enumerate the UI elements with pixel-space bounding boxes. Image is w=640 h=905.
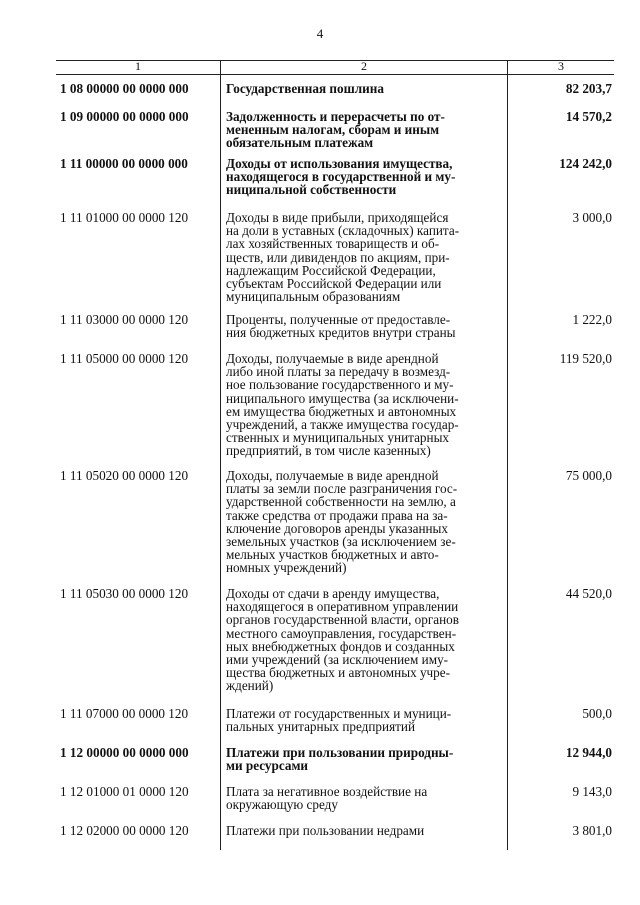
row-name: Государственная пошлина (226, 81, 384, 96)
column-divider-1 (220, 60, 221, 850)
column-header-3: 3 (558, 59, 564, 73)
row-name: Доходы, получаемые в виде арендной либо иной платы за передачу в возмезд- ное пользование государственного и му- ниципального имущества (за исключени- ем имущества бюджетных и автономных учреждений, а также имущества государ- ственных и муниципальных унитарных предприятий, в том числе казенных) (226, 351, 459, 459)
row-name: Плата за негативное воздействие на окружающую среду (226, 784, 428, 813)
row-code: 1 11 07000 00 0000 120 (60, 706, 189, 721)
row-code: 1 08 00000 00 0000 000 (60, 81, 189, 96)
row-code: 1 11 03000 00 0000 120 (60, 312, 189, 327)
column-header-2: 2 (361, 59, 367, 73)
row-name: Доходы в виде прибыли, приходящейся на доли в уставных (складочных) капита- лах хозяйственных товариществ и об- ществ, или дивидендов по акциям, при- надлежащим Российской Федерации, субъектам Российской Федерации или муниципальным образованиям (226, 210, 460, 305)
row-name: Задолженность и перерасчеты по от- мененным налогам, сборам и иным обязательным платежам (226, 109, 445, 151)
row-code: 1 11 01000 00 0000 120 (60, 210, 189, 225)
row-code: 1 09 00000 00 0000 000 (60, 109, 189, 124)
page-number: 4 (316, 26, 324, 41)
row-name: Платежи при пользовании недрами (226, 823, 425, 838)
table-header-row (56, 60, 614, 75)
row-code: 1 11 05000 00 0000 120 (60, 351, 189, 366)
row-code: 1 11 00000 00 0000 000 (60, 156, 188, 171)
row-code: 1 12 00000 00 0000 000 (60, 745, 189, 760)
row-name: Проценты, полученные от предоставле- ния бюджетных кредитов внутри страны (226, 312, 456, 341)
row-amount: 12 944,0 (565, 745, 612, 760)
row-amount: 44 520,0 (565, 586, 612, 601)
row-code: 1 11 05030 00 0000 120 (60, 586, 189, 601)
row-amount: 9 143,0 (572, 784, 612, 799)
row-name: Платежи при пользовании природны- ми ресурсами (226, 745, 454, 774)
row-name: Платежи от государственных и муници- пальных унитарных предприятий (226, 706, 452, 735)
row-name: Доходы, получаемые в виде арендной платы за земли после разграничения гос- ударственной собственности на землю, а также средства от продажи права на за- ключение договоров аренды указанных земельных участков (за исключением зе- мельных участков бюджетных и авто- номных учреждений) (226, 468, 458, 576)
row-code: 1 12 01000 01 0000 120 (60, 784, 189, 799)
row-code: 1 11 05020 00 0000 120 (60, 468, 189, 483)
row-amount: 119 520,0 (559, 351, 612, 366)
column-header-1: 1 (135, 59, 141, 73)
row-amount: 3 000,0 (572, 210, 612, 225)
row-name: Доходы от использования имущества, находящегося в государственной и му- ниципальной собственности (226, 156, 456, 198)
revenue-table (56, 60, 614, 850)
row-amount: 3 801,0 (572, 823, 612, 838)
column-divider-2 (507, 60, 508, 850)
row-amount: 14 570,2 (565, 109, 612, 124)
row-amount: 75 000,0 (565, 468, 612, 483)
row-code: 1 12 02000 00 0000 120 (60, 823, 189, 838)
row-amount: 82 203,7 (565, 81, 612, 96)
row-amount: 1 222,0 (572, 312, 612, 327)
row-name: Доходы от сдачи в аренду имущества, находящегося в оперативном управлении органов государственной власти, органов местного самоуправления, государствен- ных внебюджетных фондов и созданных ими учреждений (за исключением иму- щества бюджетных и автономных учре- ждений) (226, 586, 459, 694)
row-amount: 124 242,0 (559, 156, 612, 171)
row-amount: 500,0 (582, 706, 612, 721)
